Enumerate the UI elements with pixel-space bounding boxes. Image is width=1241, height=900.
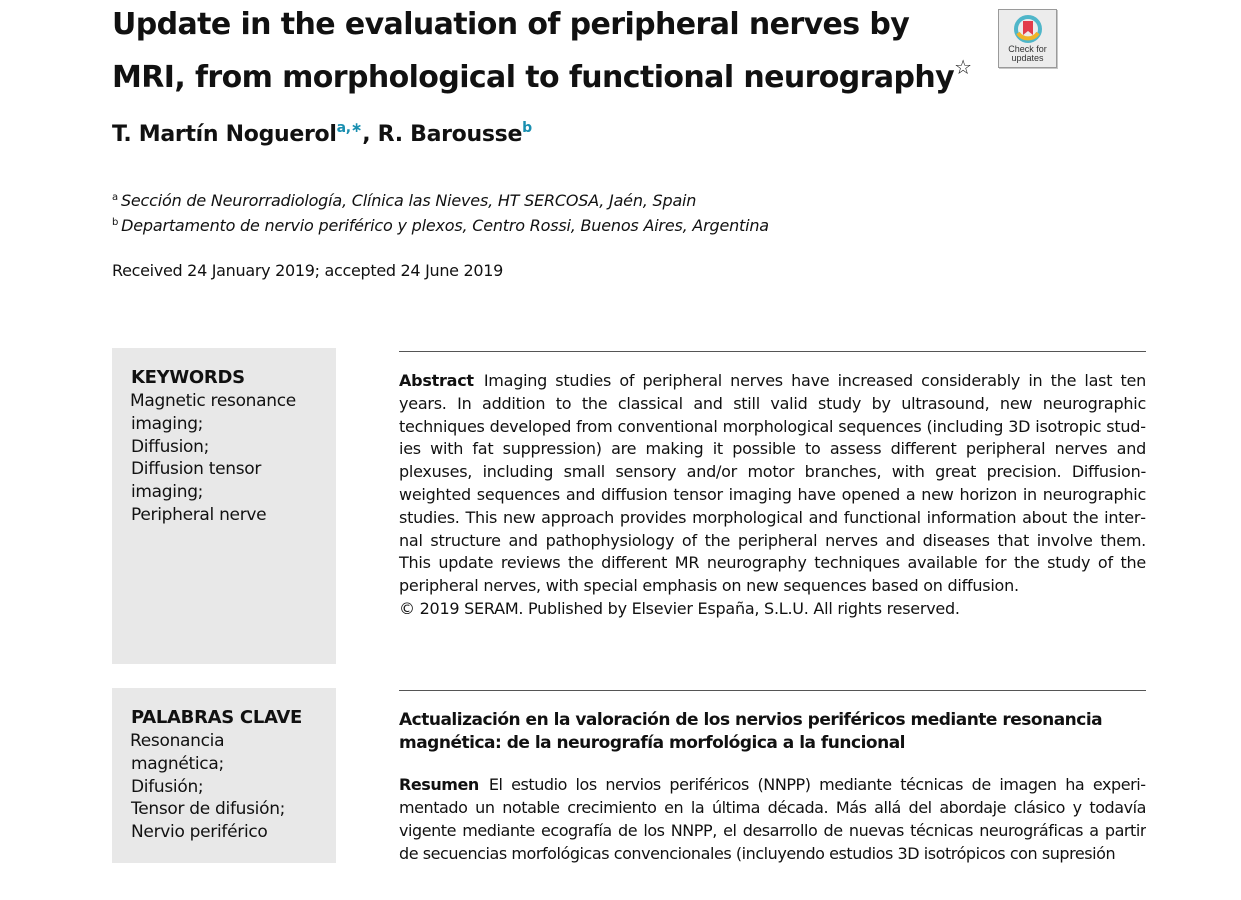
palabras-clave-box bbox=[112, 688, 336, 863]
keywords-heading: KEYWORDS bbox=[131, 367, 245, 388]
abstract-text: Imaging studies of peripheral nerves have increased considerably in the last ten years. In addition to the classical and still valid study by ultrasound, new neurographic techniques developed from conventional morphological sequences (including 3D isotropic studies with fat suppression) are making it possible to assess different peripheral nerves and plexuses, including small sensory and/or motor branches, with great precision. Diffusion-weighted sequences and diffusion tensor imaging have opened a new horizon in neurographic studies. This new approach provides morphological and functional information about the internal structure and pathophysiology of the peripheral nerves and diseases that involve them. This update reviews the different MR neurography techniques available for the study of the peripheral nerves, with special emphasis on new sequences based on diffusion. bbox=[399, 371, 1146, 596]
resumen-divider bbox=[399, 690, 1146, 691]
palabra-clave-item: magnética; bbox=[131, 753, 224, 774]
affiliation-text: Sección de Neurorradiología, Clínica las Nieves, HT SERCOSA, Jaén, Spain bbox=[120, 191, 697, 210]
keyword-item: Diffusion tensor bbox=[131, 459, 262, 480]
abstract-divider bbox=[399, 351, 1146, 352]
author-separator: , bbox=[362, 122, 378, 147]
article-title bbox=[112, 3, 972, 99]
palabra-clave-item: Resonancia bbox=[130, 731, 225, 751]
article-title-text: Update in the evaluation of peripheral nerves by MRI, from morphological to functional neurography bbox=[112, 7, 955, 95]
abstract-label: Abstract bbox=[399, 371, 474, 390]
resumen-section bbox=[399, 773, 1146, 865]
palabra-clave-item: Difusión; bbox=[131, 776, 204, 797]
abstract-section bbox=[399, 370, 1146, 621]
resumen-label: Resumen bbox=[399, 775, 479, 794]
keyword-item: imaging; bbox=[131, 482, 204, 503]
bookmark-ring-icon bbox=[1013, 14, 1043, 44]
resumen-text: El estudio los nervios periféricos (NNPP) mediante técnicas de imagen ha experimentado un notable crecimiento en la última década. Más allá del abordaje clásico y todavía vigente mediante ecografía de los NNPP, el desarrollo de nuevas técnicas neurográficas a partir de secuencias morfológicas convencionales (incluyendo estudios 3D isotrópicos con supresión bbox=[399, 775, 1146, 863]
received-dates: Received 24 January 2019; accepted 24 June 2019 bbox=[112, 261, 504, 280]
palabra-clave-item: Nervio periférico bbox=[131, 822, 268, 843]
keyword-item: Diffusion; bbox=[131, 436, 210, 457]
affiliation-item bbox=[112, 187, 769, 212]
affiliation-item bbox=[112, 212, 769, 237]
title-footnote-star-icon[interactable]: ☆ bbox=[954, 55, 972, 79]
check-for-updates-badge[interactable] bbox=[998, 9, 1057, 68]
keyword-item: Magnetic resonance bbox=[130, 391, 296, 411]
abstract-copyright: © 2019 SERAM. Published by Elsevier España, S.L.U. All rights reserved. bbox=[399, 598, 960, 618]
author-name: R. Barousse bbox=[377, 122, 523, 147]
affiliation-marker: a bbox=[112, 192, 118, 203]
palabra-clave-item: Tensor de difusión; bbox=[131, 799, 286, 820]
keyword-item: imaging; bbox=[131, 413, 204, 434]
affiliation-text: Departamento de nervio periférico y plexos, Centro Rossi, Buenos Aires, Argentina bbox=[121, 216, 769, 235]
keywords-box bbox=[112, 348, 336, 664]
spanish-title: Actualización en la valoración de los nervios periféricos mediante resonancia magnética: de la neurografía morfológica a la funcional bbox=[399, 710, 1103, 753]
abstract-paragraph bbox=[399, 370, 1146, 598]
author-list bbox=[112, 113, 532, 150]
author-affiliation-link[interactable]: b bbox=[522, 120, 532, 136]
author-name: T. Martín Noguerol bbox=[112, 122, 337, 147]
check-for-updates-label: Check for updates bbox=[1008, 44, 1047, 63]
keyword-item: Peripheral nerve bbox=[131, 504, 267, 525]
palabras-clave-heading: PALABRAS CLAVE bbox=[131, 707, 303, 728]
author-affiliation-link[interactable]: a,∗ bbox=[336, 120, 363, 136]
affiliations bbox=[112, 187, 769, 237]
affiliation-marker: b bbox=[112, 217, 119, 228]
